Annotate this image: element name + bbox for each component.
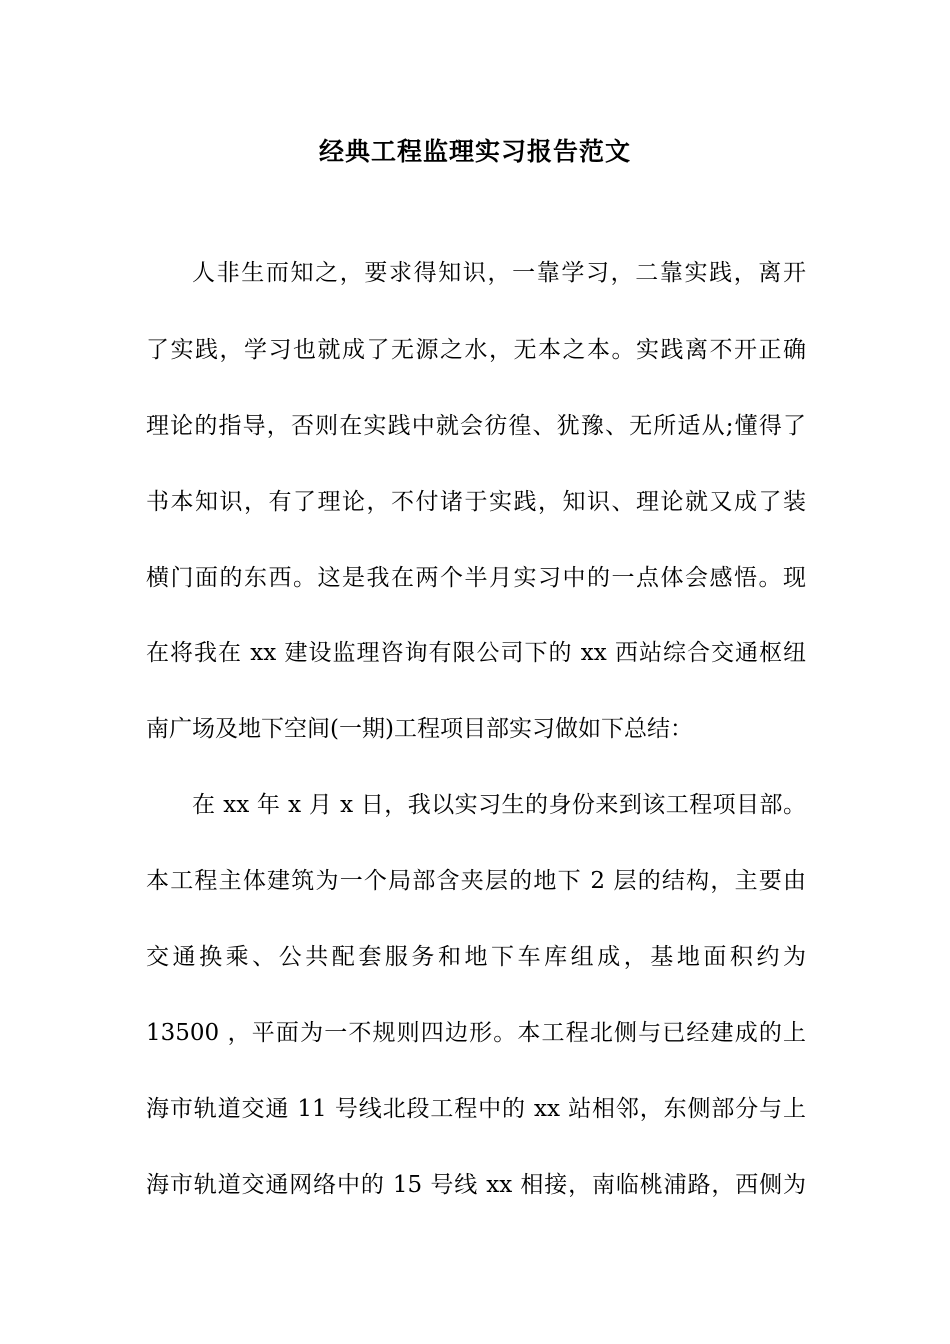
paragraph-line: 人非生而知之，要求得知识，一靠学习，二靠实践，离开 [192,260,806,286]
paragraph-line: 理论的指导，否则在实践中就会彷徨、犹豫、无所适从;懂得了 [146,413,806,439]
paragraph-line: 海市轨道交通网络中的 15 号线 xx 相接，南临桃浦路，西侧为 [146,1172,806,1198]
paragraph-line: 了实践，学习也就成了无源之水，无本之本。实践离不开正确 [146,337,806,363]
paragraph-line: 横门面的东西。这是我在两个半月实习中的一点体会感悟。现 [146,565,806,591]
paragraph-line: 在 xx 年 x 月 x 日，我以实习生的身份来到该工程项目部。 [192,792,806,818]
paragraph-line: 书本知识，有了理论，不付诸于实践，知识、理论就又成了装 [146,489,806,515]
paragraph-line: 在将我在 xx 建设监理咨询有限公司下的 xx 西站综合交通枢纽 [146,640,806,666]
paragraph-line: 本工程主体建筑为一个局部含夹层的地下 2 层的结构，主要由 [146,868,806,894]
document-title: 经典工程监理实习报告范文 [318,137,631,166]
paragraph-line: 南广场及地下空间(一期)工程项目部实习做如下总结： [146,716,693,742]
paragraph-line: 13500 ，平面为一不规则四边形。本工程北侧与已经建成的上 [146,1020,806,1046]
paragraph-line: 交通换乘、公共配套服务和地下车库组成，基地面积约为 [146,944,806,970]
paragraph-line: 海市轨道交通 11 号线北段工程中的 xx 站相邻，东侧部分与上 [146,1096,806,1122]
